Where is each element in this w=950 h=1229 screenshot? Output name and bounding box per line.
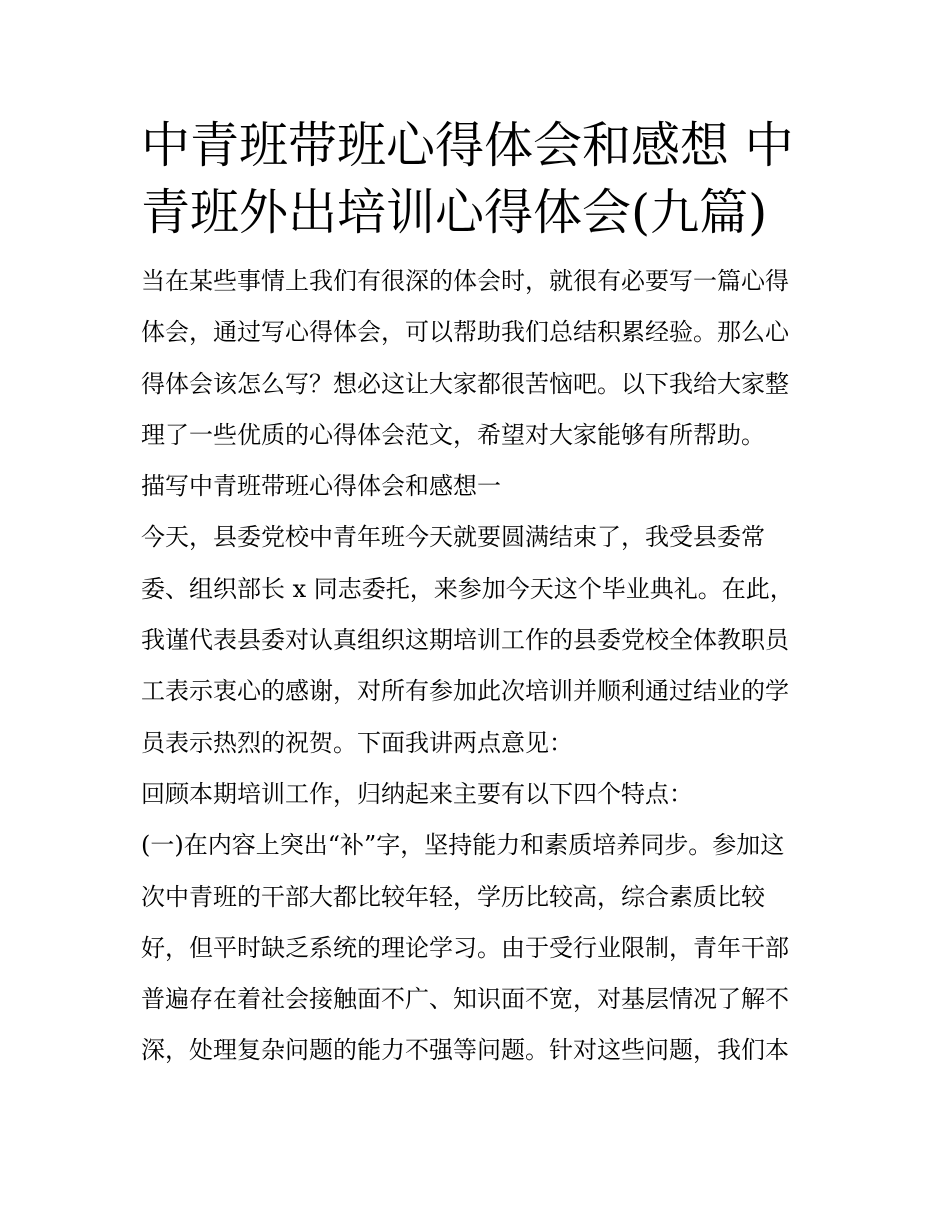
body-text-line: 得体会该怎么写？想必这让大家都很苦恼吧。以下我给大家整 [141,369,789,398]
body-text-line: 当在某些事情上我们有很深的体会时，就很有必要写一篇心得 [141,267,789,295]
body-text-line: 我谨代表县委对认真组织这期培训工作的县委党校全体教职员 [141,626,789,655]
title-line: 青班外出培训心得体会(九篇) [141,184,768,241]
body-text-line: 理了一些优质的心得体会范文，希望对大家能够有所帮助。 [141,420,765,449]
section-heading: 描写中青班带班心得体会和感想一 [141,472,501,501]
body-text-line: (一)在内容上突出“补”字，坚持能力和素质培养同步。参加这 [141,831,785,860]
body-text-line: 深，处理复杂问题的能力不强等问题。针对这些问题，我们本 [141,1036,789,1065]
body-text-line: 普遍存在着社会接触面不广、知识面不宽，对基层情况了解不 [141,985,789,1014]
body-text-line: 体会，通过写心得体会，可以帮助我们总结积累经验。那么心 [141,318,789,347]
title-line: 中青班带班心得体会和感想 中 [141,117,794,174]
document-body [141,256,821,1077]
body-text-line: 次中青班的干部大都比较年轻，学历比较高，综合素质比较 [141,882,765,911]
document-content [141,112,821,1077]
body-text-line: 员表示热烈的祝贺。下面我讲两点意见： [141,728,573,757]
document-title [141,112,821,246]
body-text-line: 今天，县委党校中青年班今天就要圆满结束了，我受县委常 [141,523,765,552]
body-text-line: 回顾本期培训工作，归纳起来主要有以下四个特点： [141,779,693,808]
body-text-line: 委、组织部长 x 同志委托，来参加今天这个毕业典礼。在此， [141,574,794,603]
body-text-line: 工表示衷心的感谢，对所有参加此次培训并顺利通过结业的学 [141,677,789,706]
body-text-line: 好，但平时缺乏系统的理论学习。由于受行业限制，青年干部 [141,933,789,962]
